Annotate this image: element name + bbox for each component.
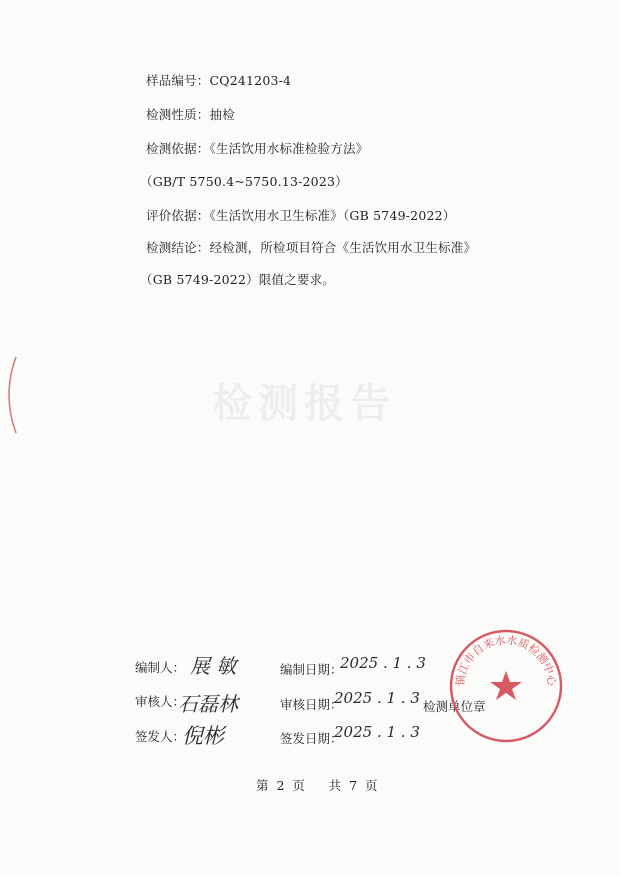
issuer-signature: 倪彬 [182,724,224,748]
bleed-through-title: 检测报告 [212,380,396,427]
issuer-label: 签发人： [135,729,186,744]
conclusion-line-2: （GB 5749-2022）限值之要求。 [140,272,335,287]
conclusion-line-1: 检测结论：经检测，所检项目符合《生活饮用水卫生标准》 [146,240,477,255]
sample-number: 样品编号：CQ241203-4 [146,73,292,88]
review-date-label: 审核日期： [280,697,343,712]
review-date: 2025 . 1 . 3 [334,689,420,707]
compiler-signature: 展 敏 [190,654,237,678]
compiler-label: 编制人： [135,660,186,675]
unit-seal-label: 检测单位章 [423,699,486,714]
evaluation-basis: 评价依据：《生活饮用水卫生标准》（GB 5749-2022） [146,208,456,223]
compile-date-label: 编制日期： [280,662,343,677]
issue-date: 2025 . 1 . 3 [334,723,420,741]
issue-date-label: 签发日期： [280,731,343,746]
official-seal [448,628,564,744]
edge-seal-fragment [0,355,20,435]
reviewer-signature: 石磊林 [178,692,238,716]
seal-text: 镇江市自来水水质检测中心 [453,633,559,687]
reviewer-label: 审核人： [135,694,186,709]
page-number: 第 2 页 共 7 页 [256,778,378,793]
inspection-basis-standard: （GB/T 5750.4~5750.13-2023） [140,174,348,189]
inspection-basis: 检测依据：《生活饮用水标准检验方法》 [146,141,369,156]
compile-date: 2025 . 1 . 3 [340,654,426,672]
inspection-nature: 检测性质：抽检 [146,107,235,122]
